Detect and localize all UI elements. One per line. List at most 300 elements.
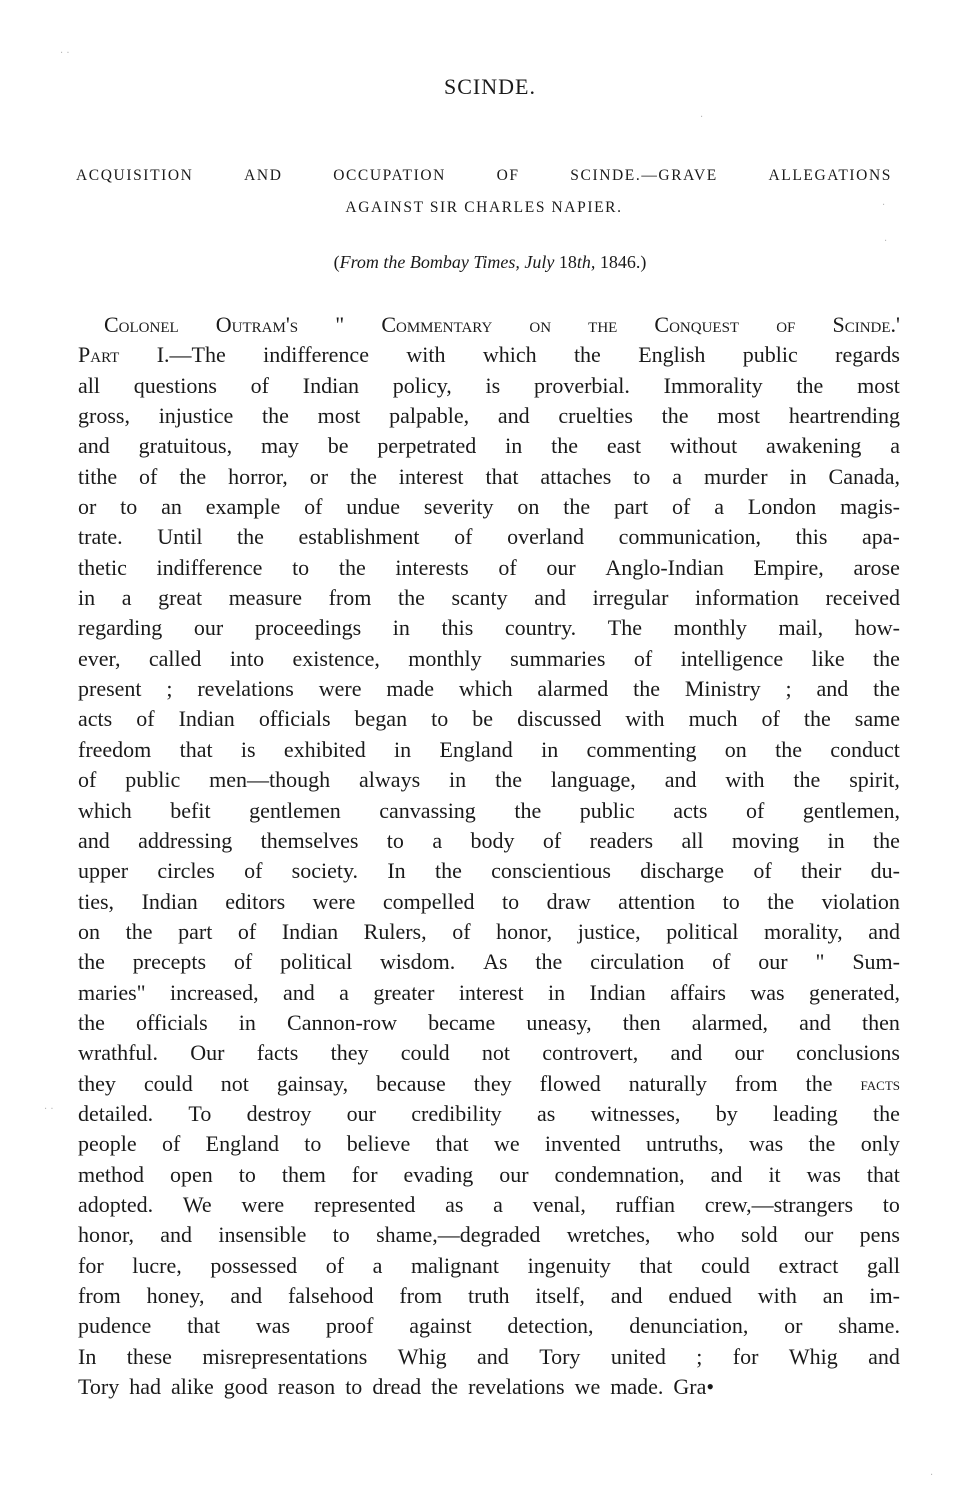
word: of <box>745 797 765 823</box>
word: the <box>434 858 462 884</box>
word: they <box>330 1040 369 1066</box>
text-line <box>78 340 900 370</box>
word: in <box>394 736 412 762</box>
word: wretches, <box>566 1222 651 1248</box>
word: untruths, <box>646 1131 724 1157</box>
word: our <box>546 554 576 580</box>
word: Indian <box>302 372 359 398</box>
word: information <box>695 585 799 611</box>
word: falsehood <box>287 1283 374 1308</box>
word: England <box>439 736 513 762</box>
text-line <box>78 1099 900 1129</box>
text-line <box>78 462 900 492</box>
word: into <box>229 645 265 671</box>
word: with <box>725 767 765 793</box>
word: the <box>873 1100 900 1126</box>
word: Sum- <box>852 949 900 975</box>
word: justice, <box>577 918 641 944</box>
source-from: From the <box>339 252 406 272</box>
word: " <box>335 312 345 337</box>
word: could <box>400 1040 450 1066</box>
text-line <box>78 613 900 643</box>
word: of <box>454 524 473 550</box>
word: received <box>825 585 900 611</box>
word: from <box>328 585 372 611</box>
word: credibility <box>411 1100 502 1126</box>
word: on <box>78 918 100 944</box>
word: revelations <box>197 676 294 702</box>
text-line <box>78 401 900 431</box>
word: compelled <box>382 888 475 914</box>
word: morality, <box>763 918 843 944</box>
word: ingenuity <box>527 1252 611 1278</box>
word: insensible <box>218 1222 307 1248</box>
word: and <box>868 918 900 944</box>
word: thetic <box>78 554 127 580</box>
word: and <box>664 767 697 793</box>
text-line <box>78 1129 900 1159</box>
word: acts <box>673 797 708 823</box>
word: gainsay, <box>276 1070 349 1096</box>
word: questions <box>133 372 217 398</box>
word: were <box>318 676 362 702</box>
text-line <box>78 1190 900 1220</box>
word: the <box>125 918 153 944</box>
word: alarmed <box>537 676 609 702</box>
word: Indian <box>141 888 198 914</box>
word: the <box>563 494 591 520</box>
word: part <box>178 918 213 944</box>
word: in <box>505 433 523 459</box>
word: and <box>497 403 530 429</box>
word: exhibited <box>283 736 366 762</box>
word: canvassing <box>379 797 476 823</box>
word: our <box>193 615 224 641</box>
word: Cannon-row <box>287 1009 398 1035</box>
word: conclusions <box>796 1040 900 1066</box>
word: our <box>734 1040 764 1066</box>
word: was <box>806 1161 841 1187</box>
word: As <box>483 949 508 975</box>
source-open-paren: ( <box>333 252 340 272</box>
word: intelligence <box>680 645 784 671</box>
word: to <box>120 494 138 520</box>
word: in <box>541 736 559 762</box>
word: the <box>514 797 542 823</box>
text-line <box>78 1342 900 1372</box>
word: attention <box>618 888 696 914</box>
heading-word: AND <box>244 167 283 184</box>
word: the <box>179 463 207 489</box>
word: cruelties <box>558 403 633 429</box>
word: interests <box>395 554 469 580</box>
word: our <box>499 1161 529 1187</box>
word: proof <box>325 1313 374 1339</box>
word: revelations <box>468 1374 565 1400</box>
word: Tory <box>539 1343 581 1369</box>
word: could <box>700 1252 750 1278</box>
word: which <box>482 342 537 368</box>
word: body <box>470 827 515 853</box>
word: they <box>78 1070 116 1096</box>
word: communication, <box>618 524 762 550</box>
word: from <box>399 1283 443 1308</box>
text-line <box>78 947 900 977</box>
word: conscientious <box>491 858 611 884</box>
word: summaries <box>510 645 606 671</box>
word: of <box>233 949 253 975</box>
word: Colonel <box>104 312 179 337</box>
word: and <box>610 1283 643 1308</box>
word: how- <box>854 615 900 641</box>
word: the <box>803 706 831 732</box>
word: the <box>588 312 618 337</box>
word: an <box>822 1283 844 1308</box>
word: the <box>535 949 563 975</box>
word: to <box>431 706 449 732</box>
word: indifference <box>156 554 263 580</box>
word: without <box>669 433 738 459</box>
word: Indian <box>178 706 235 732</box>
word: circulation <box>590 949 685 975</box>
word: be <box>472 706 494 732</box>
word: a <box>493 1191 503 1217</box>
word: to <box>304 1131 322 1157</box>
word: in <box>238 1009 256 1035</box>
word: people <box>78 1131 137 1157</box>
word: a <box>672 463 683 489</box>
word: of <box>244 858 263 884</box>
word: The <box>607 615 642 641</box>
word: evading <box>403 1161 474 1187</box>
word: to <box>502 888 520 914</box>
word: of <box>136 706 155 732</box>
word: for <box>351 1161 378 1187</box>
heading-word: OF <box>496 167 520 184</box>
word: the <box>431 1374 459 1400</box>
text-line <box>78 1220 900 1250</box>
text-line <box>78 1038 900 1068</box>
word: Tory <box>78 1374 120 1400</box>
source-day-suffix: th, <box>576 252 596 272</box>
word: not <box>220 1070 249 1096</box>
word: of <box>78 767 97 793</box>
word: du- <box>870 858 900 884</box>
word: to <box>386 827 404 853</box>
word: had <box>129 1374 161 1400</box>
word: the <box>397 585 425 611</box>
word: them <box>281 1161 326 1187</box>
word: circles <box>157 858 215 884</box>
word: venal, <box>532 1191 586 1217</box>
word: united <box>610 1343 666 1369</box>
word: our <box>346 1100 376 1126</box>
word: present <box>78 676 142 702</box>
word: an <box>161 494 182 520</box>
word: for <box>732 1343 759 1369</box>
word: existence, <box>292 645 380 671</box>
word: who <box>676 1222 715 1248</box>
word: extract <box>778 1252 839 1278</box>
word: trate. <box>78 524 123 550</box>
word: the <box>796 372 824 398</box>
word: the <box>78 949 105 975</box>
word: the <box>808 1131 836 1157</box>
word: country. <box>504 615 577 641</box>
word: which <box>78 797 132 823</box>
word: reason <box>277 1374 336 1400</box>
word: that <box>639 1252 673 1278</box>
word: officials <box>136 1009 208 1035</box>
word: shame. <box>838 1313 900 1339</box>
word: the <box>873 645 900 671</box>
word: the <box>633 676 661 702</box>
word: endued <box>668 1283 732 1308</box>
word: draw <box>546 888 591 914</box>
word: regarding <box>78 615 163 641</box>
word: English <box>638 342 706 368</box>
word: like <box>811 645 845 671</box>
text-line <box>78 1008 900 1038</box>
word: political <box>280 949 353 975</box>
word: the <box>261 403 289 429</box>
word: We <box>182 1191 212 1217</box>
word: that <box>485 463 519 489</box>
word: proverbial. <box>534 372 630 398</box>
word: precepts <box>132 949 207 975</box>
word: open <box>170 1161 213 1187</box>
word: crew,—strangers <box>704 1191 854 1217</box>
word: acts <box>78 706 113 732</box>
word: editors <box>225 888 286 914</box>
word: moving <box>731 827 800 853</box>
word: this <box>795 524 828 550</box>
word: facts <box>860 1073 900 1094</box>
word: injustice <box>158 403 234 429</box>
word: destroy <box>246 1100 312 1126</box>
word: alike <box>171 1374 214 1400</box>
word: gall <box>866 1252 900 1278</box>
word: to <box>722 888 740 914</box>
word: that <box>179 736 213 762</box>
text-line <box>78 371 900 401</box>
word: In <box>387 858 406 884</box>
source-month: July <box>524 252 555 272</box>
word: facts <box>256 1040 299 1066</box>
text-line <box>78 1069 900 1099</box>
word: scanty <box>451 585 508 611</box>
word: misrepresentations <box>202 1343 368 1369</box>
word: itself, <box>535 1283 585 1308</box>
word: Whig <box>397 1343 447 1369</box>
word: in <box>827 827 845 853</box>
word: may <box>260 433 299 459</box>
word: truth <box>467 1283 510 1308</box>
word: in <box>449 767 467 793</box>
word: sold <box>740 1222 778 1248</box>
word: and <box>799 1009 831 1035</box>
word: and <box>477 1343 509 1369</box>
word: flowed <box>539 1070 601 1096</box>
word: addressing <box>138 827 233 853</box>
word: in <box>789 463 807 489</box>
word: awakening <box>766 433 862 459</box>
word: palpable, <box>389 403 470 429</box>
word: on <box>517 494 540 520</box>
word: denunciation, <box>629 1313 749 1339</box>
word: lucre, <box>132 1252 182 1278</box>
word: malignant <box>411 1252 500 1278</box>
word: interest <box>458 979 524 1005</box>
word: of <box>672 494 691 520</box>
word: monthly <box>408 645 482 671</box>
paper-speck: · <box>700 112 704 123</box>
word: because <box>376 1070 446 1096</box>
word: public <box>125 767 181 793</box>
word: to <box>292 554 310 580</box>
word: much <box>688 706 738 732</box>
heading-word: ALLEGATIONS <box>768 167 892 184</box>
word: it <box>768 1161 781 1187</box>
word: and <box>78 827 110 853</box>
word: shame,—degraded <box>376 1222 541 1248</box>
word: always <box>359 767 421 793</box>
word: a <box>890 433 900 459</box>
word: to <box>633 463 651 489</box>
word: with <box>625 706 665 732</box>
word: undue <box>346 494 401 520</box>
article-heading <box>76 160 892 224</box>
word: as <box>445 1191 464 1217</box>
word: tithe <box>78 463 118 489</box>
word: made. <box>610 1374 664 1400</box>
word: not <box>481 1040 511 1066</box>
word: Indian <box>281 918 339 944</box>
word: controvert, <box>542 1040 639 1066</box>
word: Ministry <box>684 676 761 702</box>
word: public <box>742 342 798 368</box>
word: irregular <box>592 585 669 611</box>
word: In <box>78 1343 97 1369</box>
word: attaches <box>540 463 612 489</box>
word: on <box>529 312 552 337</box>
word: invented <box>544 1131 621 1157</box>
word: method <box>78 1161 144 1187</box>
word: themselves <box>260 827 359 853</box>
word: a <box>121 585 132 611</box>
text-line <box>78 796 900 826</box>
word: and <box>868 1343 900 1369</box>
word: is <box>240 736 256 762</box>
word: Our <box>190 1040 225 1066</box>
word: gratuitous, <box>138 433 233 459</box>
word: good <box>223 1374 268 1400</box>
word: gentlemen <box>249 797 341 823</box>
word: freedom <box>78 736 152 762</box>
word: became <box>428 1009 496 1035</box>
word: the <box>551 433 579 459</box>
word: im- <box>869 1283 900 1308</box>
text-line <box>78 765 900 795</box>
word: increased, <box>170 979 259 1005</box>
word: officials <box>258 706 331 732</box>
word: they <box>473 1070 512 1096</box>
word: conduct <box>830 736 900 762</box>
word: heartrending <box>788 403 900 429</box>
word: of <box>139 463 158 489</box>
word: ruffian <box>615 1191 676 1217</box>
word: befit <box>170 797 211 823</box>
word: language, <box>550 767 636 793</box>
word: dread <box>372 1374 422 1400</box>
word: perpetrated <box>377 433 477 459</box>
word: of <box>304 494 323 520</box>
heading-line-1 <box>76 160 892 192</box>
word: then <box>862 1009 900 1035</box>
text-line <box>78 704 900 734</box>
source-day: 18 <box>558 252 577 272</box>
word: and <box>670 1040 703 1066</box>
word: condemnation, <box>554 1161 685 1187</box>
word: these <box>126 1343 172 1369</box>
word: most <box>857 372 900 398</box>
word: and <box>78 433 110 459</box>
text-line <box>78 856 900 886</box>
word: in <box>547 979 566 1005</box>
word: called <box>148 645 202 671</box>
word: " <box>815 949 825 975</box>
word: with <box>406 342 446 368</box>
paper-speck: · <box>882 200 886 211</box>
word: gross, <box>78 403 130 429</box>
word: believe <box>346 1131 411 1157</box>
word: the <box>805 1070 833 1096</box>
word: Empire, <box>753 554 824 580</box>
word: honor, <box>78 1222 134 1248</box>
word: political <box>666 918 739 944</box>
word: most <box>717 403 761 429</box>
word: arose <box>853 554 900 580</box>
word: uneasy, <box>526 1009 592 1035</box>
text-line <box>78 917 900 947</box>
word: and <box>816 676 849 702</box>
word: in <box>78 585 96 611</box>
word: began <box>354 706 408 732</box>
word: the <box>793 767 821 793</box>
word: greater <box>373 979 435 1005</box>
word: I.—The <box>156 342 226 368</box>
word: commenting <box>586 736 697 762</box>
word: the <box>775 736 802 762</box>
word: pens <box>859 1222 900 1248</box>
word: their <box>800 858 842 884</box>
word: policy, <box>392 372 452 398</box>
word: regards <box>835 342 900 368</box>
word: all <box>681 827 704 853</box>
text-line <box>78 431 900 461</box>
word: and <box>534 585 567 611</box>
word: part <box>613 494 649 520</box>
word: murder <box>703 463 768 489</box>
word: was <box>750 979 785 1005</box>
word: and <box>160 1222 193 1248</box>
word: be <box>327 433 349 459</box>
word: that <box>187 1313 221 1339</box>
word: by <box>715 1100 738 1126</box>
word: the <box>767 888 795 914</box>
heading-word: ACQUISITION <box>76 167 194 184</box>
word: wisdom. <box>380 949 456 975</box>
